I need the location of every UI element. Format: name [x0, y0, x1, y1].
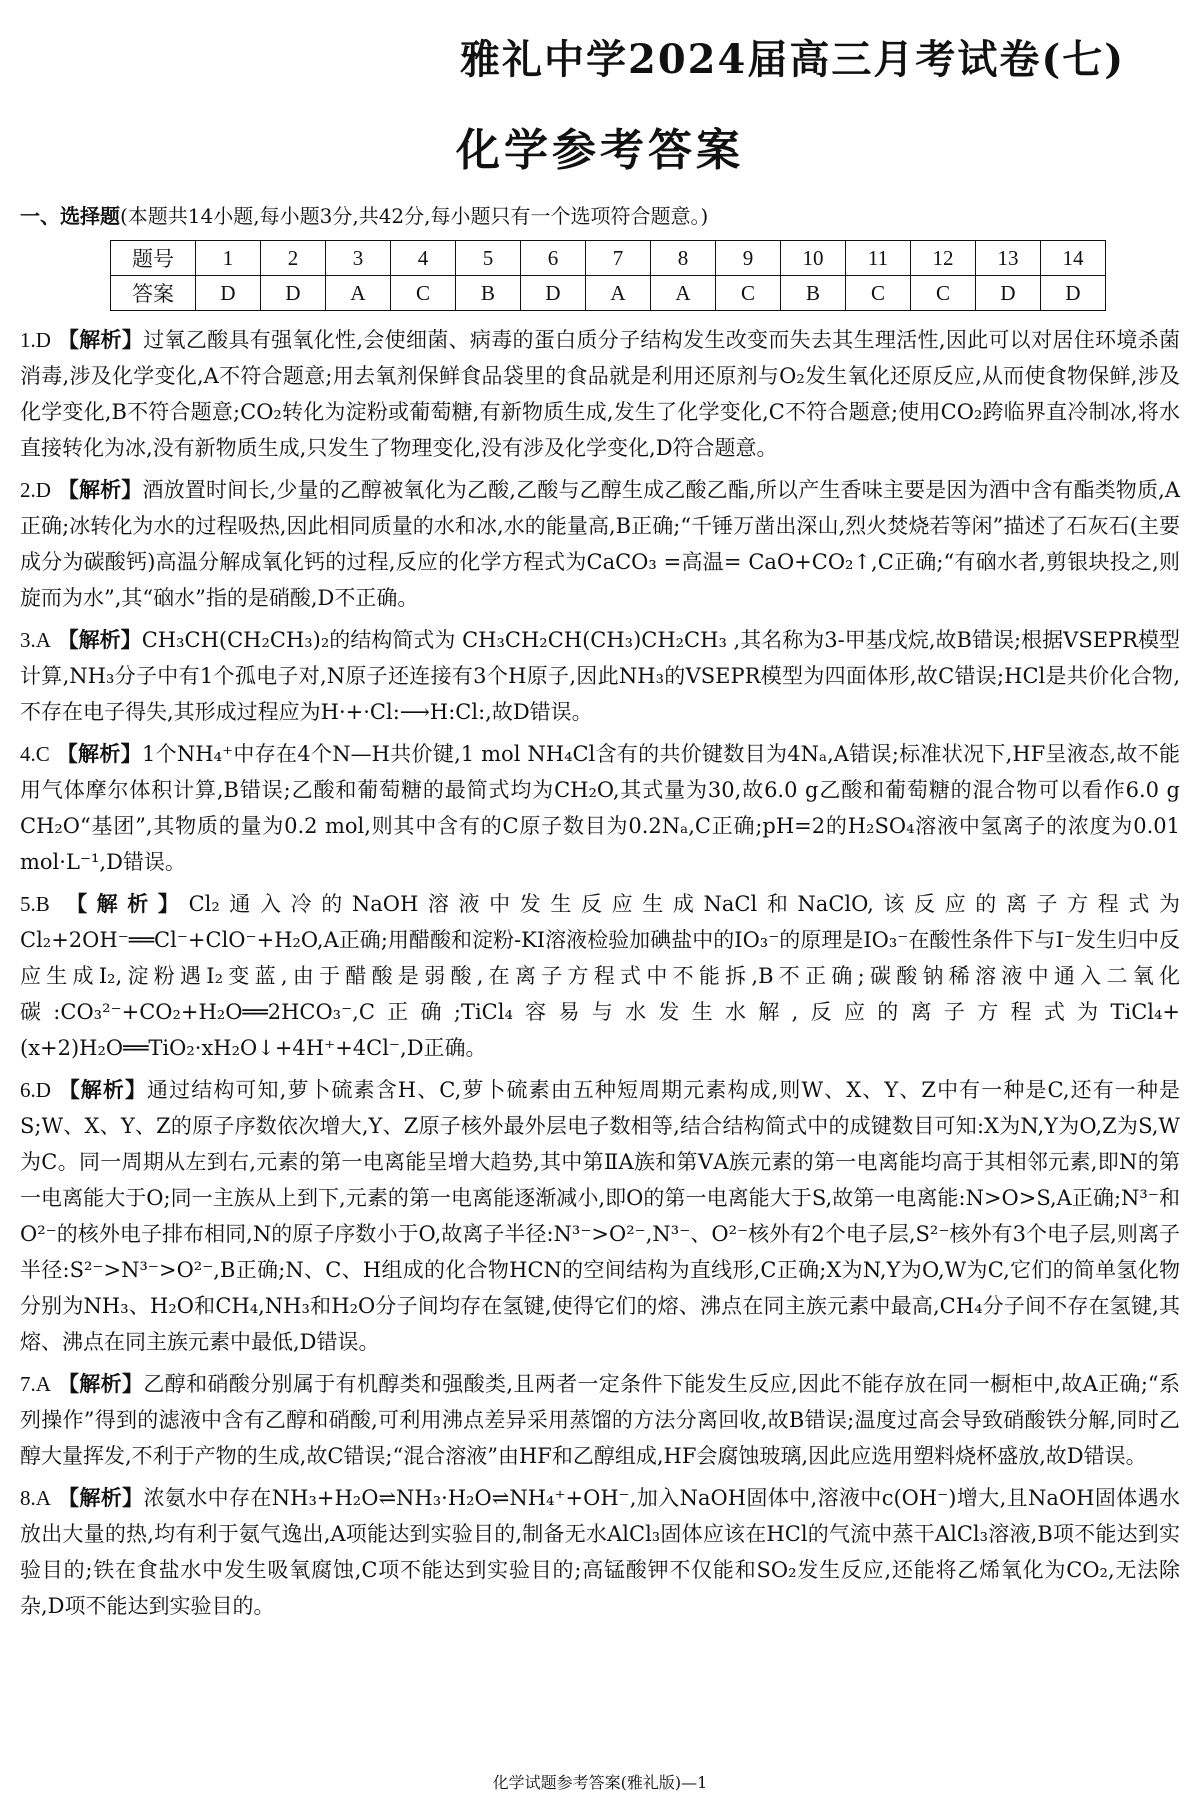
explanation-text: 酒放置时间长,少量的乙醇被氧化为乙酸,乙酸与乙醇生成乙酸乙酯,所以产生香味主要是因为酒中含有酯类物质,A正确;冰转化为水的过程吸热,因此相同质量的水和冰,水的能量高,B正确;“千锤万凿出深山,烈火焚烧若等闲”描述了石灰石(主要成分为碳酸钙)高温分解成氧化钙的过程,反应的化学方程式为CaCO₃ =高温= CaO+CO₂↑,C正确;“有硇水者,剪银块投之,则旋而为水”,其“硇水”指的是硝酸,D不正确。	[20, 478, 1180, 610]
explanation-number: 3.A	[20, 628, 51, 652]
answer-cell: D	[1041, 276, 1106, 311]
analysis-tag: 【解析】	[66, 892, 189, 916]
explanation-item	[20, 322, 1180, 466]
answer-cell: B	[456, 276, 521, 311]
explanation-number: 8.A	[20, 1486, 51, 1510]
explanation-item	[20, 886, 1180, 1066]
explanation-number: 6.D	[20, 1078, 51, 1102]
explanation-item	[20, 1072, 1180, 1360]
explanation-text: 通过结构可知,萝卜硫素含H、C,萝卜硫素由五种短周期元素构成,则W、X、Y、Z中有一种是C,还有一种是S;W、X、Y、Z的原子序数依次增大,Y、Z原子核外最外层电子数相等,结合结构简式中的成键数目可知:X为N,Y为O,Z为S,W为C。同一周期从左到右,元素的第一电离能呈增大趋势,其中第ⅡA族和第ⅤA族元素的第一电离能均高于其相邻元素,即N的第一电离能大于O;同一主族从上到下,元素的第一电离能逐渐减小,即O的第一电离能大于S,故第一电离能:N>O>S,A正确;N³⁻和O²⁻的核外电子排布相同,N的原子序数小于O,故离子半径:N³⁻>O²⁻,N³⁻、O²⁻核外有2个电子层,S²⁻核外有3个电子层,则离子半径:S²⁻>N³⁻>O²⁻,B正确;N、C、H组成的化合物HCN的空间结构为直线形,C正确;X为N,Y为O,W为C,它们的简单氢化物分别为NH₃、H₂O和CH₄,NH₃和H₂O分子间均存在氢键,使得它们的熔、沸点在同主族元素中最高,CH₄分子间不存在氢键,其熔、沸点在同主族元素中最低,D错误。	[20, 1078, 1180, 1354]
question-number: 7	[586, 241, 651, 276]
analysis-tag: 【解析】	[57, 478, 143, 502]
explanation-text: 乙醇和硝酸分别属于有机醇类和强酸类,且两者一定条件下能发生反应,因此不能存放在同一橱柜中,故A正确;“系列操作”得到的滤液中含有乙醇和硝酸,可利用沸点差异采用蒸馏的方法分离回收,故B错误;温度过高会导致硝酸铁分解,同时乙醇大量挥发,不利于产物的生成,故C错误;“混合溶液”由HF和乙醇组成,HF会腐蚀玻璃,因此应选用塑料烧杯盛放,故D错误。	[20, 1372, 1181, 1468]
section-label: 一、选择题	[20, 204, 120, 228]
explanation-text: 1个NH₄⁺中存在4个N—H共价键,1 mol NH₄Cl含有的共价键数目为4Nₐ,A错误;标准状况下,HF呈液态,故不能用气体摩尔体积计算,B错误;乙酸和葡萄糖的最简式均为CH₂O,其式量为30,故6.0 g乙酸和葡萄糖的混合物可以看作6.0 g CH₂O“基团”,其物质的量为0.2 mol,则其中含有的C原子数目为0.2Nₐ,C正确;pH=2的H₂SO₄溶液中氢离子的浓度为0.01 mol·L⁻¹,D错误。	[20, 742, 1181, 874]
explanation-number: 2.D	[20, 478, 51, 502]
answer-cell: C	[716, 276, 781, 311]
question-number: 1	[196, 241, 261, 276]
question-number: 11	[846, 241, 911, 276]
explanation-item	[20, 1480, 1180, 1624]
analysis-tag: 【解析】	[58, 1078, 148, 1102]
analysis-tag: 【解析】	[56, 742, 142, 766]
answer-cell: C	[911, 276, 976, 311]
explanation-number: 1.D	[20, 328, 51, 352]
answer-cell: D	[521, 276, 586, 311]
question-number: 3	[326, 241, 391, 276]
question-number: 14	[1041, 241, 1106, 276]
answer-table-row-answers	[111, 276, 1106, 311]
question-number: 10	[781, 241, 846, 276]
school-title: 雅礼中学2024届高三月考试卷(七)	[460, 36, 1126, 83]
question-number: 9	[716, 241, 781, 276]
analysis-tag: 【解析】	[57, 628, 142, 652]
answer-cell: D	[261, 276, 326, 311]
explanation-number: 5.B	[20, 892, 50, 916]
question-number: 8	[651, 241, 716, 276]
doc-title: 化学参考答案	[456, 125, 744, 176]
answer-cell: D	[976, 276, 1041, 311]
answer-cell: A	[326, 276, 391, 311]
page-footer: 化学试题参考答案(雅礼版)—1	[492, 1773, 708, 1792]
row-label-answer: 答案	[111, 276, 196, 311]
explanation-text: 浓氨水中存在NH₃+H₂O⇌NH₃·H₂O⇌NH₄⁺+OH⁻,加入NaOH固体中,溶液中c(OH⁻)增大,且NaOH固体遇水放出大量的热,均有利于氨气逸出,A项能达到实验目的,制备无水AlCl₃固体应该在HCl的气流中蒸干AlCl₃溶液,B项不能达到实验目的;铁在食盐水中发生吸氧腐蚀,C项不能达到实验目的;高锰酸钾不仅能和SO₂发生反应,还能将乙烯氧化为CO₂,无法除杂,D项不能达到实验目的。	[20, 1486, 1181, 1618]
question-number: 5	[456, 241, 521, 276]
row-label-number: 题号	[111, 241, 196, 276]
explanation-number: 4.C	[20, 742, 50, 766]
question-number: 2	[261, 241, 326, 276]
explanation-item	[20, 622, 1180, 730]
answer-table	[110, 240, 1106, 311]
analysis-tag: 【解析】	[57, 1486, 144, 1510]
explanation-number: 7.A	[20, 1372, 51, 1396]
explanation-item	[20, 1366, 1180, 1474]
section-note: (本题共14小题,每小题3分,共42分,每小题只有一个选项符合题意。)	[120, 204, 709, 228]
answer-cell: D	[196, 276, 261, 311]
explanation-item	[20, 736, 1180, 880]
answer-cell: A	[586, 276, 651, 311]
question-number: 13	[976, 241, 1041, 276]
answer-cell: C	[391, 276, 456, 311]
explanation-text: CH₃CH(CH₂CH₃)₂的结构简式为 CH₃CH₂CH(CH₃)CH₂CH₃ ,其名称为3-甲基戊烷,故B错误;根据VSEPR模型计算,NH₃分子中有1个孤电子对,N原子还连接有3个H原子,因此NH₃的VSEPR模型为四面体形,故C错误;HCl是共价化合物,不存在电子得失,其形成过程应为H·+·Cl:⟶H:Cl:,故D错误。	[20, 628, 1181, 724]
answer-table-row-numbers	[111, 241, 1106, 276]
analysis-tag: 【解析】	[57, 1372, 144, 1396]
question-number: 12	[911, 241, 976, 276]
explanation-text: 过氧乙酸具有强氧化性,会使细菌、病毒的蛋白质分子结构发生改变而失去其生理活性,因此可以对居住环境杀菌消毒,涉及化学变化,A不符合题意;用去氧剂保鲜食品袋里的食品就是利用还原剂与O₂发生氧化还原反应,从而使食物保鲜,涉及化学变化,B不符合题意;CO₂转化为淀粉或葡萄糖,有新物质生成,发生了化学变化,C不符合题意;使用CO₂跨临界直冷制冰,将水直接转化为冰,没有新物质生成,只发生了物理变化,没有涉及化学变化,D符合题意。	[20, 328, 1180, 460]
answer-cell: C	[846, 276, 911, 311]
explanations	[20, 322, 1180, 1630]
answer-cell: B	[781, 276, 846, 311]
explanation-text: Cl₂通入冷的NaOH溶液中发生反应生成NaCl和NaClO,该反应的离子方程式为Cl₂+2OH⁻══Cl⁻+ClO⁻+H₂O,A正确;用醋酸和淀粉-KI溶液检验加碘盐中的IO₃⁻的原理是IO₃⁻在酸性条件下与I⁻发生归中反应生成I₂,淀粉遇I₂变蓝,由于醋酸是弱酸,在离子方程式中不能拆,B不正确;碳酸钠稀溶液中通入二氧化碳:CO₃²⁻+CO₂+H₂O══2HCO₃⁻,C正确;TiCl₄容易与水发生水解,反应的离子方程式为TiCl₄+(x+2)H₂O══TiO₂·xH₂O↓+4H⁺+4Cl⁻,D正确。	[20, 892, 1180, 1060]
question-number: 4	[391, 241, 456, 276]
question-number: 6	[521, 241, 586, 276]
answer-cell: A	[651, 276, 716, 311]
explanation-item	[20, 472, 1180, 616]
analysis-tag: 【解析】	[57, 328, 144, 352]
section-heading	[20, 200, 708, 229]
